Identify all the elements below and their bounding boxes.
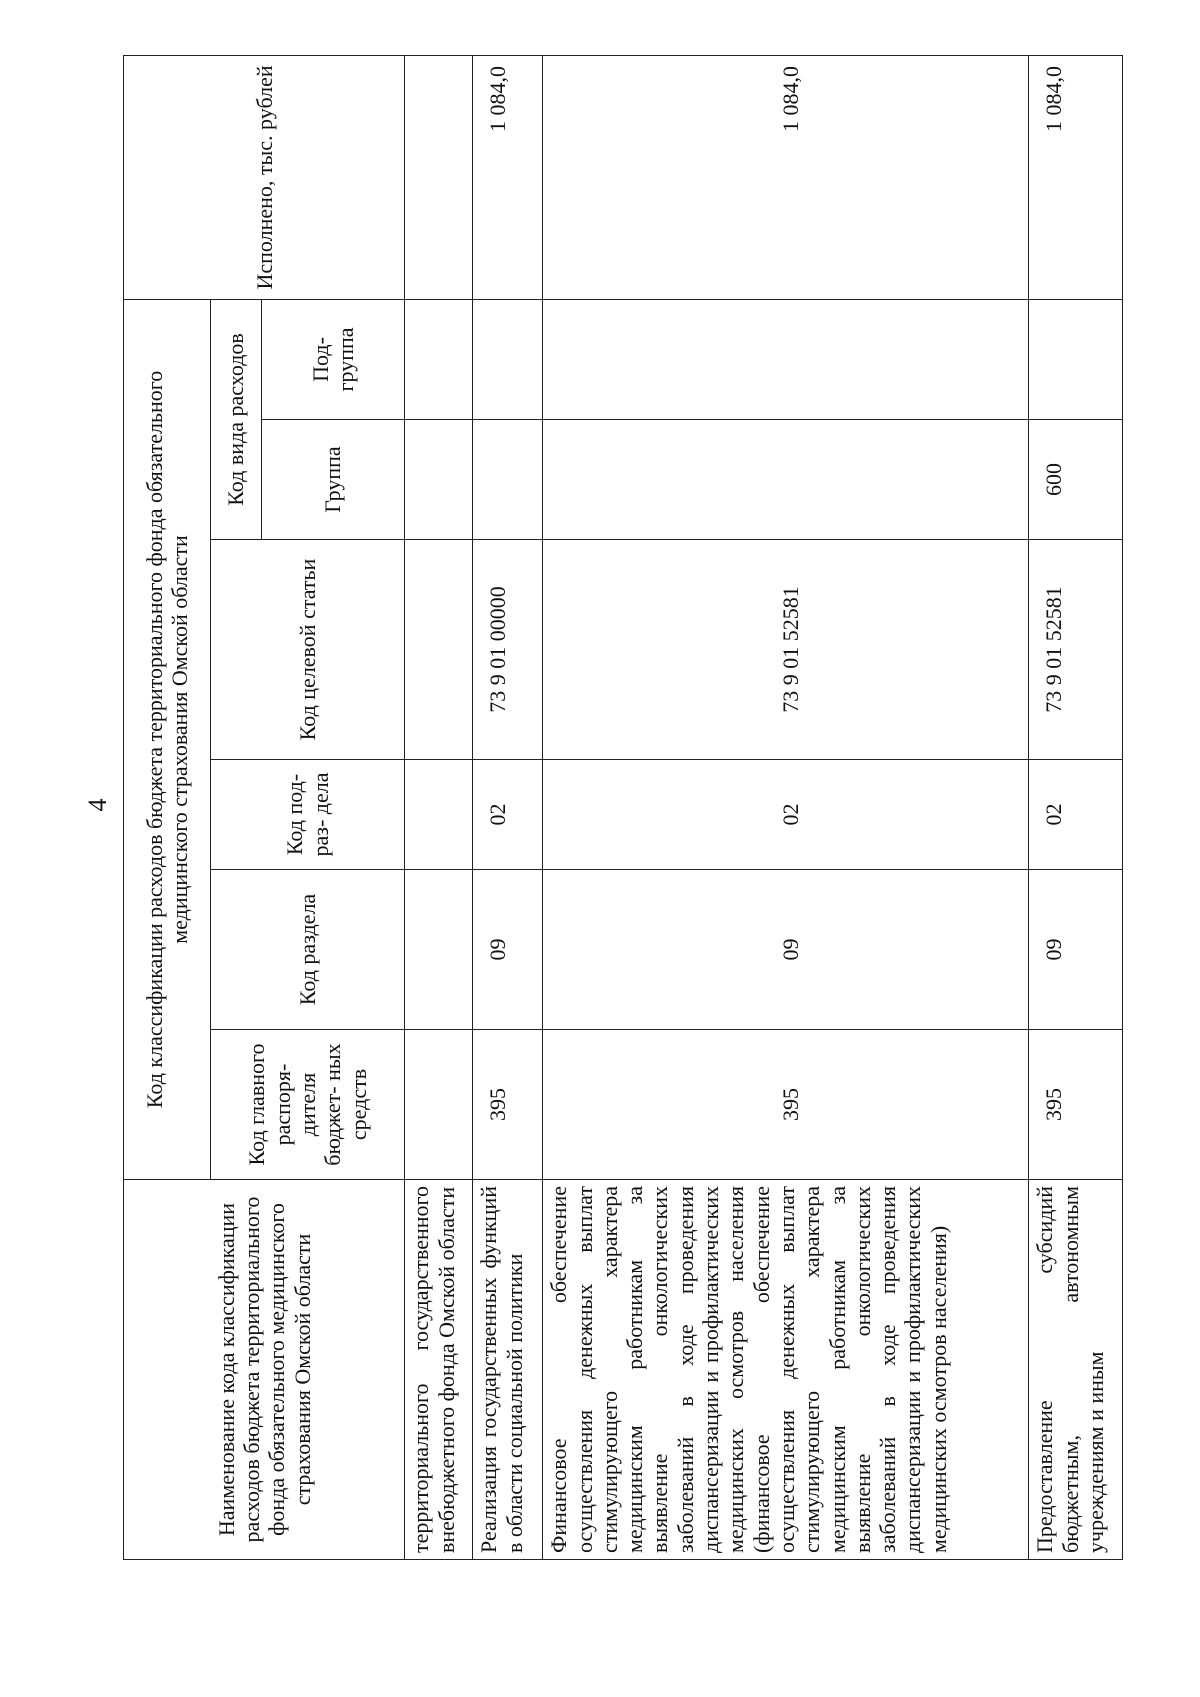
row-manager [405, 1030, 473, 1180]
row-group [405, 420, 473, 540]
table-row [405, 55, 473, 1559]
row-name: территориального государственного внебюджетного фонда Омской области [405, 1180, 473, 1560]
row-name: Предоставление субсидий бюджетным, автономным учреждениям и иным [1029, 1180, 1123, 1560]
header-main-manager: Код главного распоря- дителя бюджет- ных средств [211, 1030, 405, 1180]
table-row [473, 55, 543, 1559]
header-expense-type: Код вида расходов [211, 299, 262, 539]
row-subgroup [543, 299, 1029, 419]
row-target: 73 9 01 52581 [543, 540, 1029, 760]
row-manager: 395 [473, 1030, 543, 1180]
row-subsection: 02 [543, 760, 1029, 870]
row-amount [405, 55, 473, 299]
row-section [405, 870, 473, 1030]
row-name: Реализация государственных функций в области социальной политики [473, 1180, 543, 1560]
row-amount: 1 084,0 [543, 55, 1029, 299]
row-subsection: 02 [1029, 760, 1123, 870]
header-section: Код раздела [211, 870, 405, 1030]
row-amount: 1 084,0 [473, 55, 543, 299]
header-executed: Исполнено, тыс. рублей [124, 55, 405, 299]
header-classification: Код классификации расходов бюджета территориального фонда обязательного медицинского страхования Омской области [124, 299, 211, 1179]
row-name: Финансовое обеспечение осуществления денежных выплат стимулирующего характера медицинским работникам за выявление онкологических заболеваний в ходе проведения диспансеризации и профилактических медицинских осмотров населения (финансовое обеспечение осуществления денежных выплат стимулирующего характера медицинским работникам за выявление онкологических заболеваний в ходе проведения диспансеризации и профилактических медицинских осмотров населения) [543, 1180, 1029, 1560]
table-row [1029, 55, 1123, 1559]
header-row-1 [124, 55, 211, 1559]
header-name: Наименование кода классификации расходов бюджета территориального фонда обязательного медицинского страхования Омской области [124, 1180, 405, 1560]
row-group [543, 420, 1029, 540]
row-section: 09 [543, 870, 1029, 1030]
row-section: 09 [1029, 870, 1123, 1030]
header-target-article: Код целевой статьи [211, 540, 405, 760]
budget-classification-table [123, 55, 1123, 1560]
header-group: Группа [261, 420, 405, 540]
row-subgroup [405, 299, 473, 419]
budget-table-wrapper [123, 56, 1123, 1560]
header-subgroup: Под- группа [261, 299, 405, 419]
row-subgroup [1029, 299, 1123, 419]
row-manager: 395 [543, 1030, 1029, 1180]
row-target: 73 9 01 00000 [473, 540, 543, 760]
table-row [543, 55, 1029, 1559]
row-amount: 1 084,0 [1029, 55, 1123, 299]
page-number: 4 [83, 798, 112, 812]
row-manager: 395 [1029, 1030, 1123, 1180]
row-subsection [405, 760, 473, 870]
row-subgroup [473, 299, 543, 419]
row-group [473, 420, 543, 540]
row-group: 600 [1029, 420, 1123, 540]
row-target [405, 540, 473, 760]
row-section: 09 [473, 870, 543, 1030]
row-subsection: 02 [473, 760, 543, 870]
row-target: 73 9 01 52581 [1029, 540, 1123, 760]
header-subsection: Код под- раз- дела [211, 760, 405, 870]
